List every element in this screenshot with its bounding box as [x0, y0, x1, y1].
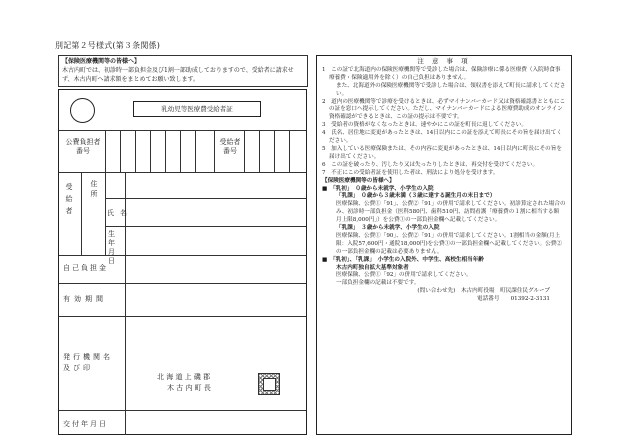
note-item: 3 受給者の資格がなくなったときは、速やかにこの証を町長に返してください。: [322, 122, 527, 129]
issuer-line-1: 北 海 道 上 磯 郡: [157, 373, 211, 381]
note-item: 4 氏名、居住地に変更があったときは、14日以内にこの証を添えて町長にその旨を届け出てください。: [322, 130, 562, 145]
group1-label: ■ 「乳初」 ０歳から未就学、小学生の入院: [322, 185, 434, 192]
notes-title: 注 意 事 項: [417, 57, 471, 65]
form-number-label: 別記第２号様式(第３条関係): [55, 41, 161, 50]
left-notice-box: [58, 55, 308, 87]
contact-line: (問い合わせ先) 木古内町役場 町民課住民グループ: [417, 288, 550, 295]
group3-body: 医療保険、公費①「92」の併用で請求してください。: [336, 272, 472, 279]
insurer-number-label: 公費負担者番号: [65, 138, 101, 155]
certificate-title: 乳幼児等医療費受給者証: [133, 101, 261, 117]
phone-number: 01392-2-3131: [510, 296, 550, 303]
section-title: 【保険医療機関等の皆様へ】: [322, 177, 395, 184]
certificate-card: [58, 89, 307, 435]
note-item: 7 不正にこの受給者証を使用した者は、刑法により処分を受けます。: [322, 169, 499, 176]
group2-label: 「乳課」 ３歳から未就学、小学生の入院: [336, 225, 440, 232]
group2-body: 医療保険、公費①「90」、公費②「91」の併用で請求してください。1割相当の金額(月上限：入院57,600円・通院18,000円)を公費①の一部負担金欄へ記載してください。公費②の一部負担金欄の記載は必要ありません。: [336, 232, 562, 255]
phone-line: [322, 296, 566, 304]
recipient-label: 受給者: [65, 183, 73, 219]
note-item: 2 道内の医療機関等で診療を受けるときは、必ずマイナンバーカード又は資格確認書とともにこの証を窓口へ提示してください。ただし、マイナンバーカードによる医療費助成のオンライン資格確認ができるときは、この証の提示は不要です。: [322, 98, 566, 121]
group3-label: ■ 「乳初」、「乳課」 小学生の入院外、中学生、高校生相当年齢: [322, 256, 484, 263]
group1-body: 医療保険、公費①「91」、公費②「91」の併用で請求してください。初診算定された場合のみ、初診時一部負担金（医科580円、歯科510円、訪問看護「療養費の１割に相当する額 月上限8,000円」）を公費①の一部負担金欄へ記載してください。: [336, 201, 566, 224]
left-notice-body: 木古内町では、初診時一部負担金及び1割一部助成しておりますので、受給者に請求せず、木古内町へ請求額をまとめてお願い致します。: [62, 67, 294, 83]
issue-date-label: 交付年月日: [63, 420, 108, 428]
phone-label: 電話番号: [477, 296, 500, 303]
address-label: 住所: [90, 180, 98, 200]
note-item: 6 この証を破ったり、汚したり又は失ったりしたときは、再交付を受けてください。: [322, 161, 539, 168]
official-seal-icon: [258, 373, 280, 395]
validity-period-label: 有効期間: [63, 295, 107, 303]
name-label: 氏名: [107, 209, 133, 217]
left-notice-title: 【保険医療機関等の皆様へ】: [62, 58, 141, 65]
note-item: 5 加入している医療保険または、その内容に変更があったときは、14日以内に町長にその旨を届け出てください。: [322, 145, 562, 160]
group3-label-2: 木古内町独自拡大基準対象者: [336, 264, 409, 271]
recipient-number-label: 受給者番号: [219, 138, 241, 155]
birth-date-label: 生年月日: [108, 230, 119, 265]
issuer-label: 発行機関名及び印: [63, 353, 113, 372]
note-item: また、北海道外の保険医療機関等で受診した場合は、領収書を添えて町長に請求してください。: [336, 82, 566, 97]
note-item: 1 この証で北海道内の保険医療機関等で受診した場合は、保険診療に係る医療費（入院時食事療養費・保険適用外を除く）の自己負担はありません。: [322, 66, 561, 81]
notes-panel: [316, 55, 572, 435]
issuer-line-2: 木 古 内 町 長: [167, 384, 211, 392]
copay-label: 自己負担金: [63, 264, 108, 272]
group1-label-2: 「乳課」 ０歳から３歳未満（３歳に達する誕生月の末日まで）: [336, 193, 496, 200]
group3-body-2: 一部負担金欄の記載は不要です。: [336, 280, 420, 287]
photo-circle: [70, 98, 95, 123]
